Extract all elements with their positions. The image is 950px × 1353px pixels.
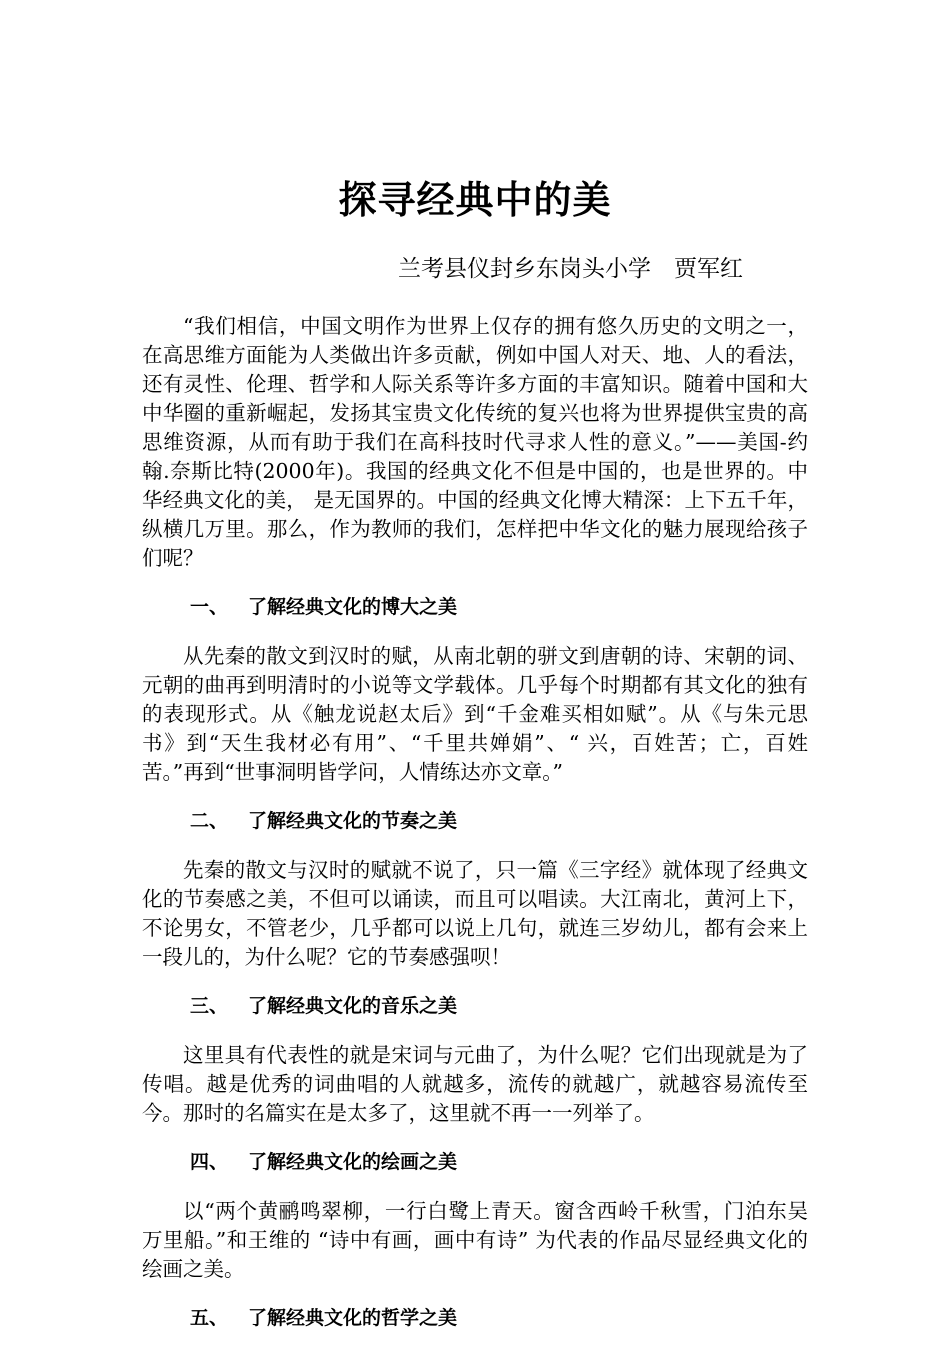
intro-paragraph: “我们相信，中国文明作为世界上仅存的拥有悠久历史的文明之一，在高思维方面能为人类做出许多贡献，例如中国人对天、地、人的看法，还有灵性、伦理、哲学和人际关系等许多方面的丰富知识。随着中国和大中华圈的重新崛起，发扬其宝贵文化传统的复兴也将为世界提供宝贵的高思维资源，从而有助于我们在高科技时代寻求人性的意义。”——美国-约翰.奈斯比特(2000年)。我国的经典文化不但是中国的，也是世界的。中华经典文化的美， 是无国界的。中国的经典文化博大精深：上下五千年，纵横几万里。那么，作为教师的我们，怎样把中华文化的魅力展现给孩子们呢？: [142, 314, 808, 570]
section-heading-5: [142, 1304, 808, 1333]
section-heading-text: 了解经典文化的博大之美: [248, 596, 458, 618]
section-paragraph-3: 这里具有代表性的就是宋词与元曲了，为什么呢？它们出现就是为了传唱。越是优秀的词曲唱的人就越多，流传的就越广，就越容易流传至今。那时的名篇实在是太多了，这里就不再一一列举了。: [142, 1043, 808, 1125]
section-number: 四、: [190, 1151, 229, 1173]
section-number: 五、: [190, 1307, 229, 1329]
section-number: 二、: [190, 810, 229, 832]
section-heading-2: [142, 807, 808, 836]
section-number: 三、: [190, 995, 229, 1017]
section-heading-text: 了解经典文化的音乐之美: [248, 995, 458, 1017]
document-body: [142, 312, 808, 1353]
section-heading-text: 了解经典文化的绘画之美: [248, 1151, 458, 1173]
section-heading-3: [142, 992, 808, 1021]
section-heading-text: 了解经典文化的节奏之美: [248, 810, 458, 832]
section-paragraph-4: 以“两个黄鹂鸣翠柳，一行白鹭上青天。窗含西岭千秋雪，门泊东吴万里船。”和王维的 “诗中有画，画中有诗” 为代表的作品尽显经典文化的绘画之美。: [142, 1199, 808, 1281]
section-heading-1: [142, 593, 808, 622]
section-paragraph-2: 先秦的散文与汉时的赋就不说了，只一篇《三字经》就体现了经典文化的节奏感之美，不但可以诵读，而且可以唱读。大江南北，黄河上下，不论男女，不管老少，几乎都可以说上几句，就连三岁幼儿，都有会来上一段儿的，为什么呢？它的节奏感强呗！: [142, 858, 808, 969]
author-line: 兰考县仪封乡东岗头小学 贾军红: [398, 256, 743, 282]
section-number: 一、: [190, 596, 229, 618]
section-heading-4: [142, 1148, 808, 1177]
document-title: 探寻经典中的美: [338, 178, 612, 222]
section-paragraph-1: 从先秦的散文到汉时的赋，从南北朝的骈文到唐朝的诗、宋朝的词、元朝的曲再到明清时的小说等文学载体。几乎每个时期都有其文化的独有的表现形式。从《触龙说赵太后》到“千金难买相如赋”。从《与朱元思书》到“天生我材必有用”、“千里共婵娟”、“ 兴，百姓苦；亡，百姓苦。”再到“世事洞明皆学问，人情练达亦文章。”: [142, 644, 808, 784]
section-heading-text: 了解经典文化的哲学之美: [248, 1307, 458, 1329]
